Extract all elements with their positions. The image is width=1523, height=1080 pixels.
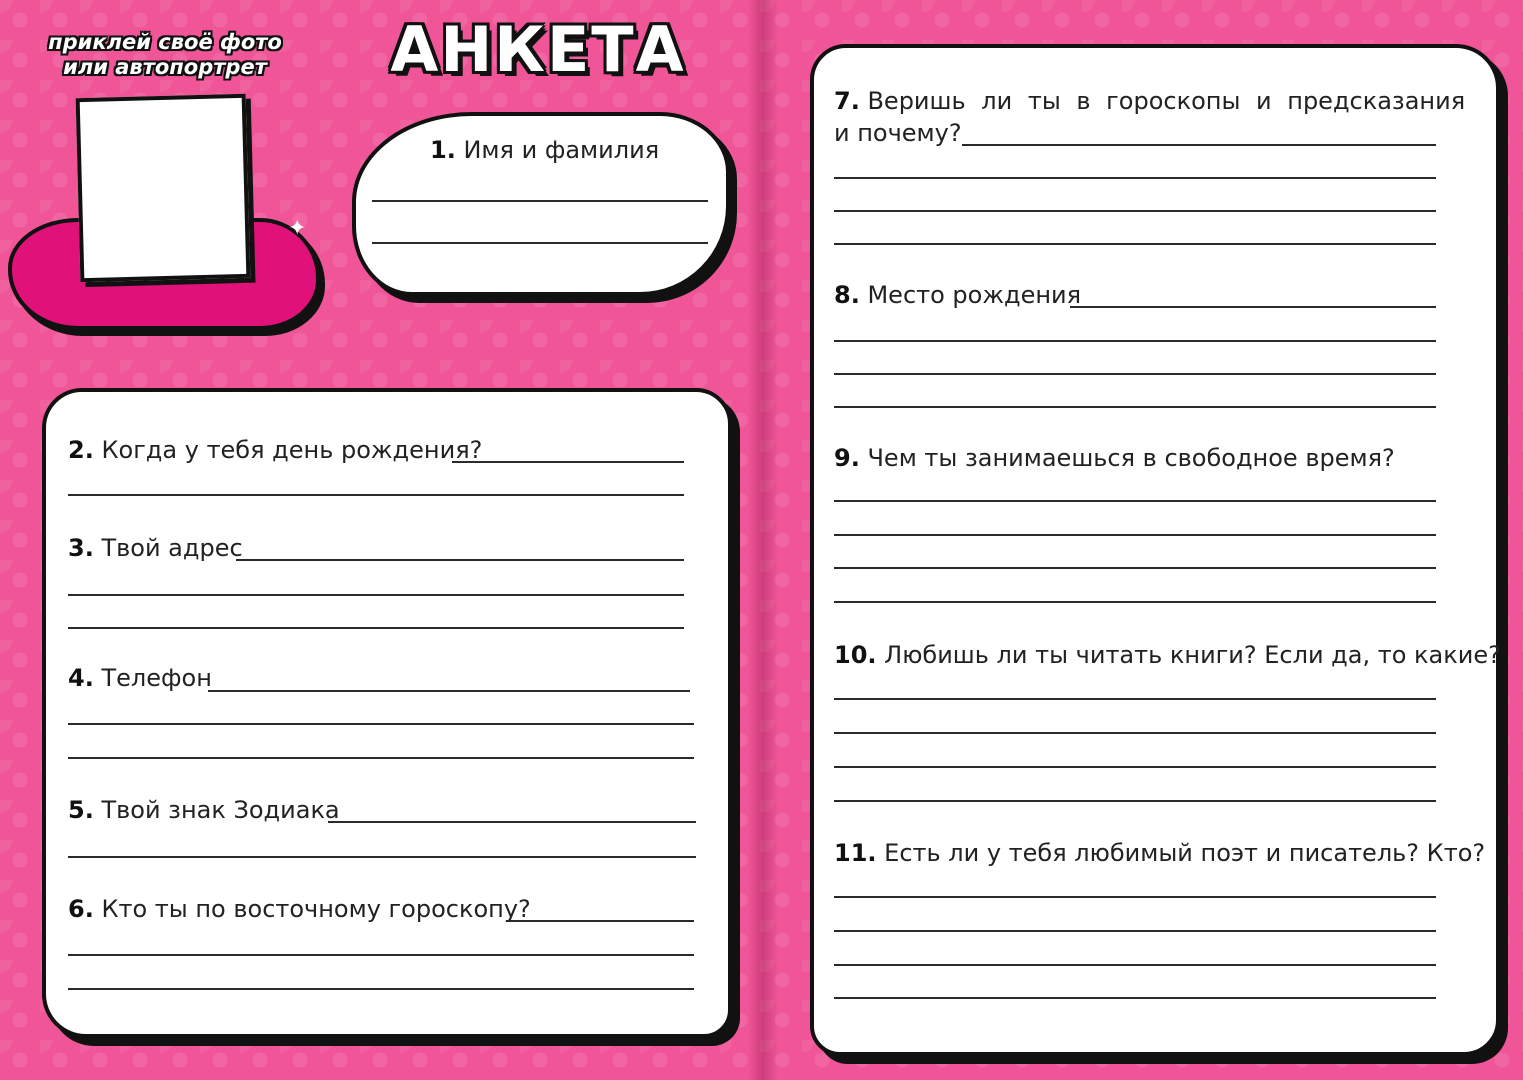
answer-line[interactable] [372,242,708,244]
question-text: Место рождения [867,281,1082,309]
question-4 [68,663,212,693]
question-11 [834,838,1485,868]
question-text: и почему? [834,119,962,147]
question-number: 7. [834,87,860,115]
answer-line[interactable] [834,800,1436,802]
answer-line[interactable] [506,920,694,922]
question-number: 4. [68,664,94,692]
question-number: 11. [834,839,877,867]
answer-line[interactable] [834,373,1436,375]
answer-line[interactable] [834,896,1436,898]
answer-line[interactable] [834,243,1436,245]
answer-line[interactable] [68,988,694,990]
answer-line[interactable] [68,627,684,629]
question-7-continued [834,118,962,148]
question-text: Веришь ли ты в гороскопы и предсказания [867,87,1466,115]
answer-line[interactable] [962,144,1436,146]
answer-line[interactable] [834,766,1436,768]
question-5 [68,795,340,825]
question-number: 6. [68,895,94,923]
photo-caption-line-1: приклей своё фото [48,30,282,54]
question-3 [68,533,243,563]
question-6 [68,894,531,924]
answer-line[interactable] [372,200,708,202]
answer-line[interactable] [68,954,694,956]
answer-line[interactable] [834,210,1436,212]
page-title: АНКЕТА [390,13,686,86]
answer-line[interactable] [834,500,1436,502]
question-2 [68,435,482,465]
answer-line[interactable] [236,559,684,561]
answer-line[interactable] [834,177,1436,179]
question-text: Когда у тебя день рождения? [101,436,483,464]
answer-line[interactable] [834,340,1436,342]
answer-line[interactable] [452,461,684,463]
question-number: 10. [834,641,877,669]
sparkle-icon: ✦ [288,216,307,241]
answer-line[interactable] [834,406,1436,408]
answer-line[interactable] [328,821,696,823]
question-text: Имя и фамилия [463,136,660,164]
question-10 [834,640,1501,670]
question-text: Кто ты по восточному гороскопу? [101,895,531,923]
question-number: 2. [68,436,94,464]
question-text: Любишь ли ты читать книги? Если да, то какие? [884,641,1501,669]
answer-line[interactable] [834,567,1436,569]
answer-line[interactable] [834,534,1436,536]
question-number: 5. [68,796,94,824]
book-spine [748,0,778,1080]
question-number: 9. [834,444,860,472]
question-text: Твой знак Зодиака [101,796,340,824]
answer-line[interactable] [208,690,690,692]
question-text: Телефон [101,664,212,692]
question-number: 3. [68,534,94,562]
question-number: 8. [834,281,860,309]
answer-line[interactable] [834,930,1436,932]
answer-line[interactable] [834,964,1436,966]
questions-card-left [42,388,732,1038]
photo-frame[interactable] [76,94,251,282]
question-text: Есть ли у тебя любимый поэт и писатель? Кто? [884,839,1486,867]
answer-line[interactable] [68,594,684,596]
answer-line[interactable] [68,494,684,496]
question-1 [430,135,659,165]
answer-line[interactable] [68,757,694,759]
question-9 [834,443,1395,473]
question-text: Твой адрес [101,534,243,562]
answer-line[interactable] [834,698,1436,700]
answer-line[interactable] [834,997,1436,999]
photo-caption-line-2: или автопортрет [63,55,267,79]
answer-line[interactable] [834,732,1436,734]
answer-line[interactable] [1070,306,1436,308]
question-text: Чем ты занимаешься в свободное время? [867,444,1395,472]
answer-line[interactable] [834,601,1436,603]
answer-line[interactable] [68,856,696,858]
answer-line[interactable] [68,723,694,725]
question-8 [834,280,1081,310]
question-number: 1. [430,136,456,164]
question-7 [834,86,1465,116]
questions-card-right [810,44,1500,1056]
